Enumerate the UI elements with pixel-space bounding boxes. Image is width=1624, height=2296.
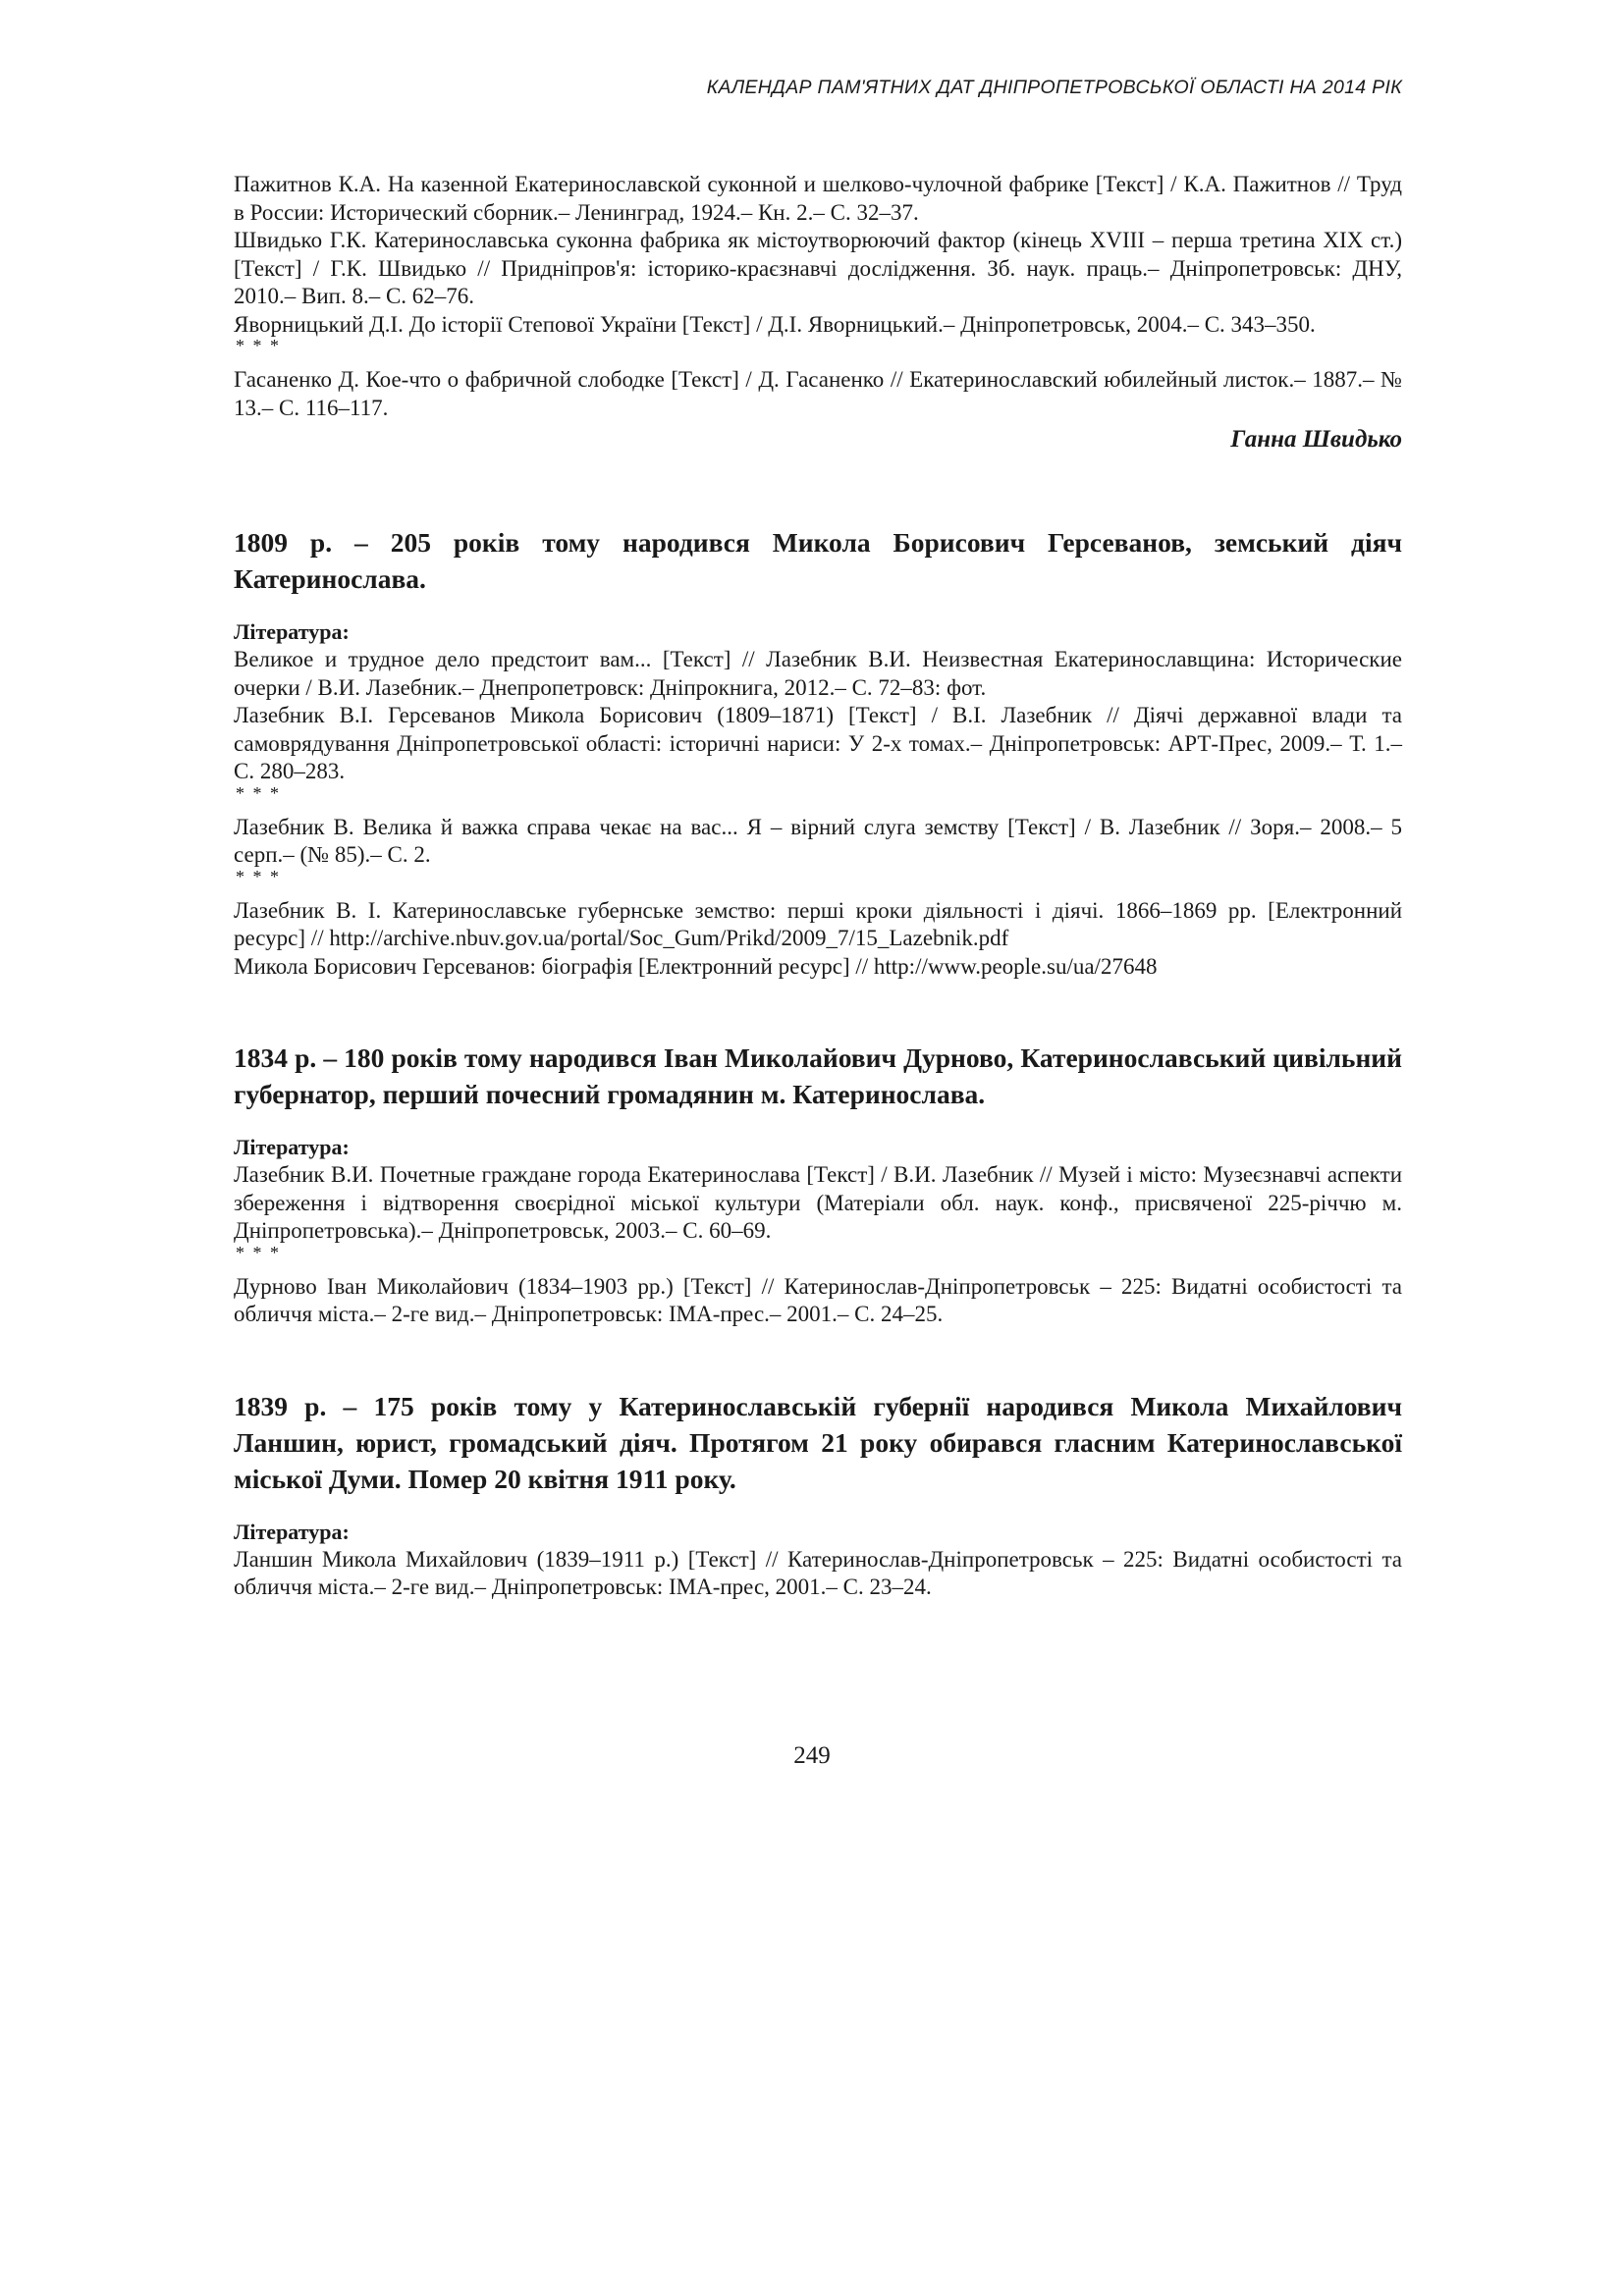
reference-entry: Лазебник В.І. Герсеванов Микола Борисович (1809–1871) [Текст] / В.І. Лазебник // Діячі державної влади та самоврядування Дніпропетровської області: історичні нариси: У 2-х томах.– Дніпропетровськ: АРТ-Прес, 2009.– Т. 1.– С. 280–283. — [234, 703, 1402, 783]
section-1834 — [234, 1040, 1402, 1329]
separator: * * * — [236, 866, 281, 886]
running-header: КАЛЕНДАР ПАМ'ЯТНИХ ДАТ ДНІПРОПЕТРОВСЬКОЇ ОБЛАСТІ НА 2014 РІК — [706, 77, 1402, 98]
reference-entry: Яворницький Д.І. До історії Степової України [Текст] / Д.І. Яворницький.– Дніпропетровськ, 2004.– С. 343–350. — [234, 311, 1316, 337]
separator: * * * — [236, 782, 281, 803]
section-1809 — [234, 524, 1402, 981]
page-number: 249 — [793, 1742, 831, 1769]
separator: * * * — [236, 1242, 281, 1262]
reference-entry: Великое и трудное дело предстоит вам... [Текст] // Лазебник В.И. Неизвестная Екатеринославщина: Исторические очерки / В.И. Лазебник.– Днепропетровск: Дніпрокнига, 2012.– С. 72–83: фот. — [234, 647, 1402, 700]
section-heading: 1809 р. – 205 років тому народився Микола Борисович Герсеванов, земський діяч Катеринослава. — [234, 527, 1402, 594]
literature-label: Література: — [234, 619, 350, 644]
reference-entry: Лазебник В. І. Катеринославське губернське земство: перші кроки діяльності і діячі. 1866–1869 рр. [Електронний ресурс] // http://archive.nbuv.gov.ua/portal/Soc_Gum/Prikd/2009_7/15_Lazebnik.pdf — [234, 897, 1402, 950]
reference-entry: Гасаненко Д. Кое-что о фабричной слободке [Текст] / Д. Гасаненко // Екатеринославский юбилейный листок.– 1887.– № 13.– С. 116–117. — [234, 367, 1402, 420]
reference-entry: Лазебник В. Велика й важка справа чекає на вас... Я – вірний слуга земству [Текст] / В. Лазебник // Зоря.– 2008.– 5 серп.– (№ 85).– С. 2. — [234, 814, 1402, 867]
reference-entry: Микола Борисович Герсеванов: біографія [Електронний ресурс] // http://www.people.su/ua/27648 — [234, 953, 1158, 979]
top-references — [234, 171, 1402, 455]
reference-entry: Дурново Іван Миколайович (1834–1903 рр.) [Текст] // Катеринослав-Дніпропетровськ – 225: Видатні особистості та обличчя міста.– 2-ге вид.– Дніпропетровськ: ІМА-прес.– 2001.– С. 24–25. — [234, 1273, 1402, 1326]
section-heading: 1839 р. – 175 років тому у Катеринославській губернії народився Микола Михайлович Ланшин, юрист, громадський діяч. Протягом 21 року обирався гласним Катеринославської міської Думи. Помер 20 квітня 1911 року. — [234, 1390, 1402, 1494]
page-content — [234, 171, 1402, 1602]
literature-label: Література: — [234, 1135, 350, 1159]
author-signature: Ганна Швидько — [1230, 426, 1402, 453]
literature-label: Література: — [234, 1519, 350, 1544]
reference-entry: Ланшин Микола Михайлович (1839–1911 р.) [Текст] // Катеринослав-Дніпропетровськ – 225: Видатні особистості та обличчя міста.– 2-ге вид.– Дніпропетровськ: ІМА-прес, 2001.– С. 23–24. — [234, 1546, 1402, 1599]
section-heading: 1834 р. – 180 років тому народився Іван Миколайович Дурново, Катеринославський цивільний губернатор, перший почесний громадянин м. Катеринослава. — [234, 1042, 1402, 1109]
reference-entry: Швидько Г.К. Катеринославська суконна фабрика як містоутворюючий фактор (кінець XVIII – перша третина XIX ст.) [Текст] / Г.К. Швидько // Придніпров'я: історико-краєзнавчі дослідження. Зб. наук. праць.– Дніпропетровськ: ДНУ, 2010.– Вип. 8.– С. 62–76. — [234, 228, 1402, 308]
reference-entry: Пажитнов К.А. На казенной Екатеринославской суконной и шелково-чулочной фабрике [Текст] / К.А. Пажитнов // Труд в России: Исторический сборник.– Ленинград, 1924.– Кн. 2.– С. 32–37. — [234, 172, 1402, 225]
section-1839 — [234, 1388, 1402, 1602]
separator: * * * — [236, 336, 281, 355]
reference-entry: Лазебник В.И. Почетные граждане города Екатеринослава [Текст] / В.И. Лазебник // Музей і місто: Музеєзнавчі аспекти збереження і відтворення своєрідної міської культури (Матеріали обл. наук. конф., присвяченої 225-річчю м. Дніпропетровська).– Дніпропетровськ, 2003.– С. 60–69. — [234, 1162, 1402, 1243]
